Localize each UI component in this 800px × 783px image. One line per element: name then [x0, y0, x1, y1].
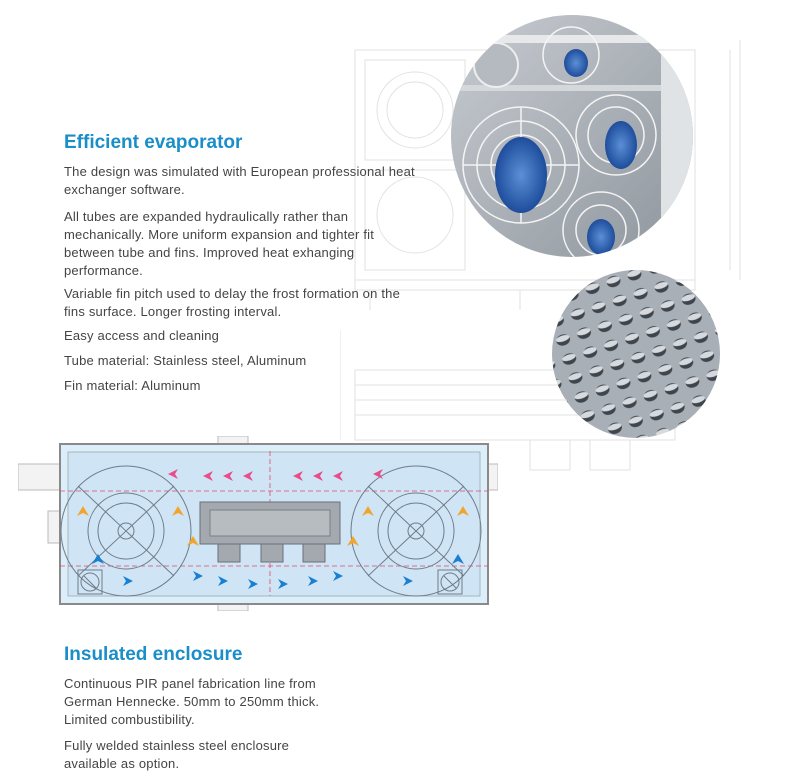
airflow-diagram-icon	[18, 436, 498, 611]
evaporator-paragraph: Fin material: Aluminum	[64, 378, 201, 393]
enclosure-paragraph: Continuous PIR panel fabrication line from German Hennecke. 50mm to 250mm thick. Limited combustibility.	[64, 676, 320, 727]
perforated-fin-photo-icon	[552, 270, 720, 438]
evaporator-paragraph: Easy access and cleaning	[64, 328, 220, 343]
evaporator-paragraph: The design was simulated with European professional heat exchanger software.	[64, 164, 415, 197]
enclosure-paragraph: Fully welded stainless steel enclosure available as option.	[64, 738, 290, 771]
evaporator-fans-photo-icon	[451, 15, 693, 257]
evaporator-paragraph: All tubes are expanded hydraulically rather than mechanically. More uniform expansion and tighter fit between tube and fins. Improved heat exhanging performance.	[64, 209, 375, 278]
evaporator-heading: Efficient evaporator	[64, 132, 243, 153]
enclosure-heading: Insulated enclosure	[64, 644, 243, 665]
evaporator-paragraph: Variable fin pitch used to delay the frost formation on the fins surface. Longer frosting interval.	[64, 286, 401, 319]
evaporator-paragraph: Tube material: Stainless steel, Aluminum	[64, 353, 307, 368]
